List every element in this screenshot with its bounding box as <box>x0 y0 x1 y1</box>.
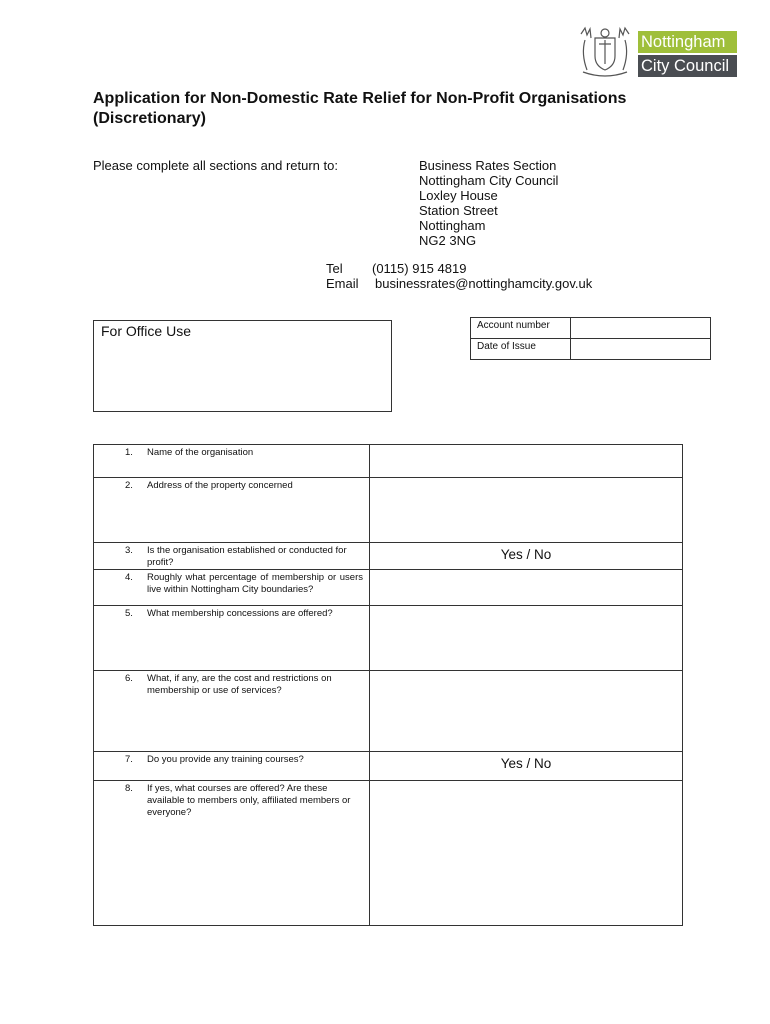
answer-field-courses-offered[interactable] <box>370 781 683 926</box>
question-cell <box>94 445 370 478</box>
answer-text <box>370 570 682 574</box>
tel-number: (0115) 915 4819 <box>372 261 467 276</box>
address-line: Station Street <box>419 203 498 218</box>
answer-field-cost-restrictions[interactable] <box>370 671 683 752</box>
tel-label: Tel <box>326 261 343 276</box>
address-line: NG2 3NG <box>419 233 477 248</box>
question-text: If yes, what courses are offered? Are these available to members only, affiliated members or everyone? <box>147 783 351 818</box>
answer-text <box>370 606 682 610</box>
office-use-box <box>93 320 392 412</box>
question-text: Do you provide any training courses? <box>147 754 304 765</box>
answer-field-organisation-name[interactable] <box>370 445 683 478</box>
yes-no-option[interactable]: Yes / No <box>500 756 552 771</box>
question-cell <box>94 570 370 606</box>
question-cell <box>94 781 370 926</box>
question-cell <box>94 752 370 781</box>
return-instructions: Please complete all sections and return to: <box>93 158 338 173</box>
answer-text <box>370 445 682 449</box>
question-text: Is the organisation established or conducted for profit? <box>147 545 347 568</box>
question-number: 1. <box>125 447 133 458</box>
table-row <box>94 781 683 926</box>
account-number-label: Account number <box>471 318 571 339</box>
questions-table <box>93 444 683 926</box>
question-text: Address of the property concerned <box>147 480 293 491</box>
answer-text <box>370 671 682 675</box>
question-number: 3. <box>125 545 133 556</box>
table-row <box>471 318 711 339</box>
account-table <box>470 317 711 360</box>
date-of-issue-label: Date of Issue <box>471 339 571 360</box>
table-row <box>94 752 683 781</box>
question-number: 8. <box>125 783 133 794</box>
answer-field-concessions[interactable] <box>370 606 683 671</box>
address-line: Nottingham <box>419 218 486 233</box>
answer-field-membership-percentage[interactable] <box>370 570 683 606</box>
table-row <box>94 445 683 478</box>
question-number: 4. <box>125 572 133 583</box>
date-of-issue-field[interactable] <box>571 339 711 360</box>
table-row <box>94 671 683 752</box>
logo-text-city-council: City Council <box>638 55 737 77</box>
answer-field-training-courses[interactable] <box>370 752 683 781</box>
table-row <box>94 543 683 570</box>
page-title: Application for Non-Domestic Rate Relief for Non-Profit Organisations (Discretionary) <box>93 90 627 127</box>
question-number: 5. <box>125 608 133 619</box>
question-text: Roughly what percentage of membership or users live within Nottingham City boundaries? <box>147 572 363 595</box>
office-use-label: For Office Use <box>101 323 191 339</box>
answer-text <box>370 781 682 785</box>
question-cell <box>94 606 370 671</box>
question-number: 7. <box>125 754 133 765</box>
address-line: Nottingham City Council <box>419 173 559 188</box>
return-address <box>419 158 558 248</box>
question-cell <box>94 543 370 570</box>
yes-no-option[interactable]: Yes / No <box>500 547 552 562</box>
table-row <box>94 570 683 606</box>
question-cell <box>94 478 370 543</box>
question-cell <box>94 671 370 752</box>
answer-field-for-profit[interactable] <box>370 543 683 570</box>
answer-text <box>370 478 682 482</box>
table-row <box>94 478 683 543</box>
question-text: What, if any, are the cost and restrictions on membership or use of services? <box>147 673 332 696</box>
question-text: Name of the organisation <box>147 447 254 458</box>
email-label: Email <box>326 276 359 291</box>
address-line: Business Rates Section <box>419 158 557 173</box>
question-text: What membership concessions are offered? <box>147 608 333 619</box>
table-row <box>94 606 683 671</box>
logo-text-nottingham: Nottingham <box>638 31 737 53</box>
account-number-field[interactable] <box>571 318 711 339</box>
table-row <box>471 339 711 360</box>
answer-field-property-address[interactable] <box>370 478 683 543</box>
address-line: Loxley House <box>419 188 498 203</box>
question-number: 2. <box>125 480 133 491</box>
council-logo <box>575 26 737 80</box>
question-number: 6. <box>125 673 133 684</box>
email-address[interactable]: businessrates@nottinghamcity.gov.uk <box>375 276 593 291</box>
coat-of-arms-icon <box>575 26 635 80</box>
